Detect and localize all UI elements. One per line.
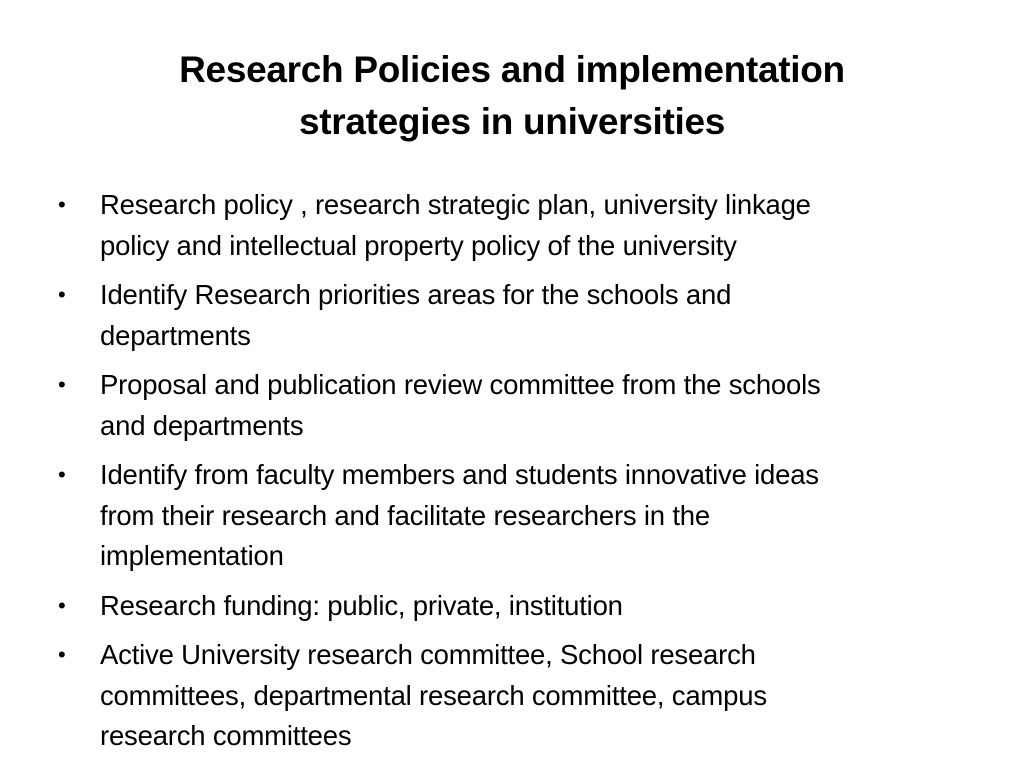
bullet-text-line: Identify from faculty members and students innovative ideas bbox=[100, 459, 819, 490]
slide-title-line: Research Policies and implementation bbox=[179, 49, 845, 90]
bullet-text-line: Research funding: public, private, institution bbox=[100, 589, 623, 621]
slide-title-line: strategies in universities bbox=[298, 101, 726, 142]
bullet-text-line: policy and intellectual property policy of the university bbox=[100, 229, 737, 261]
bullet-item-innovative-ideas bbox=[56, 455, 956, 577]
bullet-item-research-policy bbox=[56, 185, 956, 266]
bullet-text-line: departments bbox=[100, 319, 251, 351]
bullet-item-research-priorities bbox=[56, 275, 956, 356]
bullet-text-line: research committees bbox=[100, 720, 352, 751]
bullet-item-research-funding bbox=[56, 586, 956, 627]
bullet-text-line: Research policy , research strategic plan, university linkage bbox=[100, 189, 811, 220]
bullet-icon: • bbox=[58, 592, 66, 618]
bullet-icon: • bbox=[58, 642, 66, 667]
bullet-item-research-committees bbox=[56, 635, 956, 757]
bullet-icon: • bbox=[58, 282, 66, 307]
bullet-item-review-committee bbox=[56, 365, 956, 446]
bullet-text-line: committees, departmental research committee, campus bbox=[100, 679, 767, 711]
bullet-icon: • bbox=[58, 372, 66, 397]
bullet-text-line: implementation bbox=[100, 540, 284, 571]
bullet-text-line: and departments bbox=[100, 409, 304, 441]
bullet-list bbox=[56, 185, 956, 766]
bullet-icon: • bbox=[58, 462, 66, 487]
bullet-text-line: Proposal and publication review committee from the schools bbox=[100, 369, 821, 400]
bullet-text-line: from their research and facilitate researchers in the bbox=[100, 499, 710, 531]
bullet-text-line: Identify Research priorities areas for the schools and bbox=[100, 279, 732, 310]
bullet-icon: • bbox=[58, 192, 66, 217]
slide-title bbox=[100, 44, 924, 148]
bullet-text-line: Active University research committee, School research bbox=[100, 639, 756, 670]
